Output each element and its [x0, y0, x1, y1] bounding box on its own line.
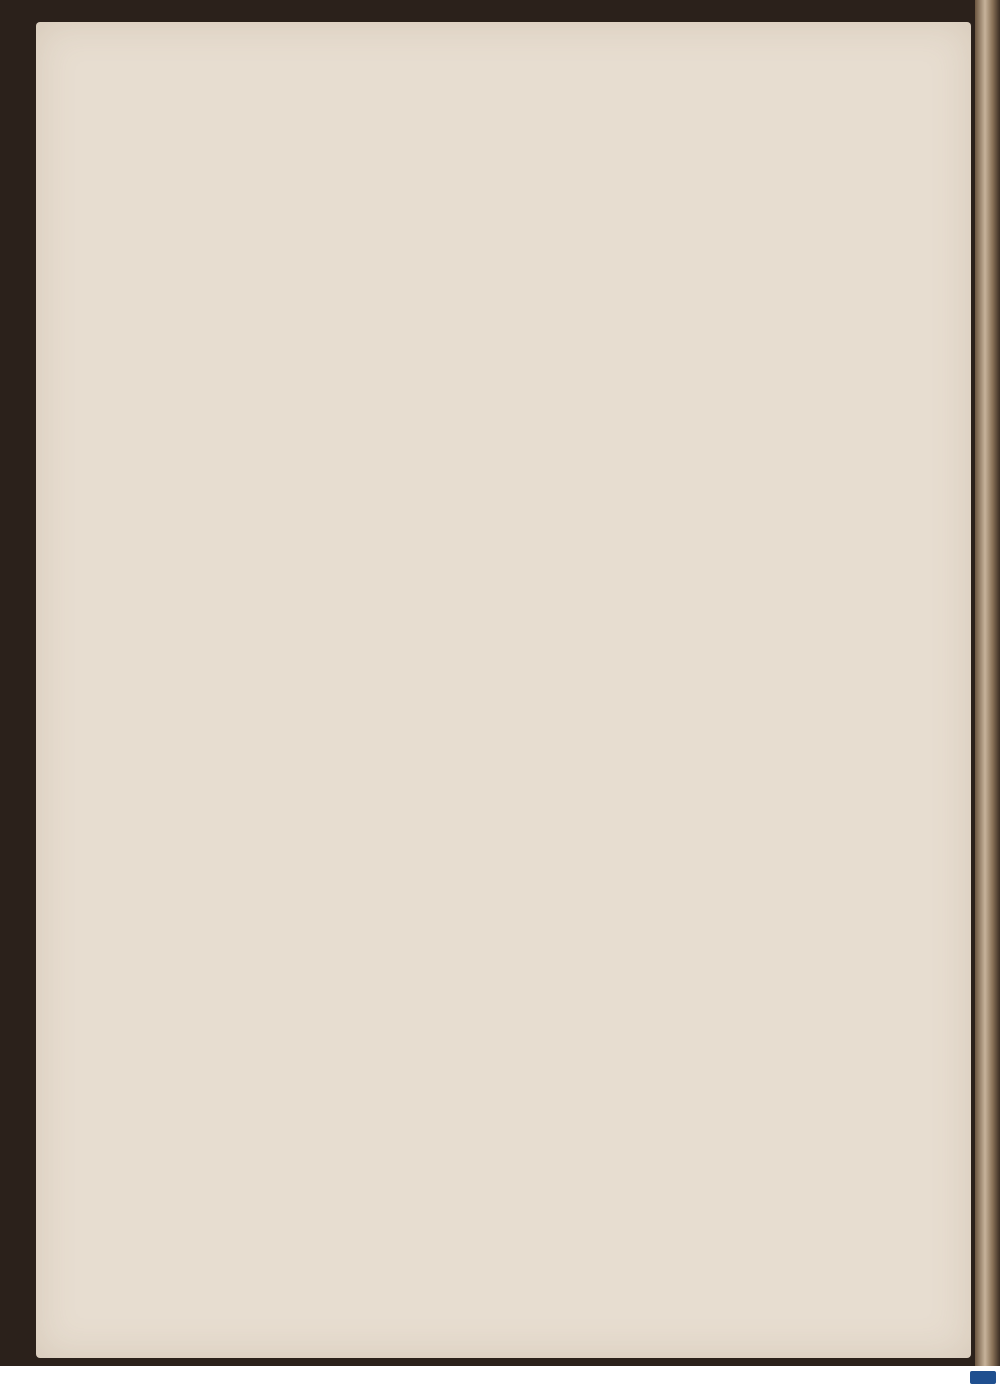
footer-bar — [0, 1366, 1000, 1389]
catchword — [230, 121, 950, 154]
text-block — [230, 88, 950, 153]
document-page — [36, 22, 971, 1358]
dfg-logo — [970, 1371, 996, 1384]
book-edge — [975, 0, 1000, 1366]
chapter-heading — [230, 88, 950, 121]
